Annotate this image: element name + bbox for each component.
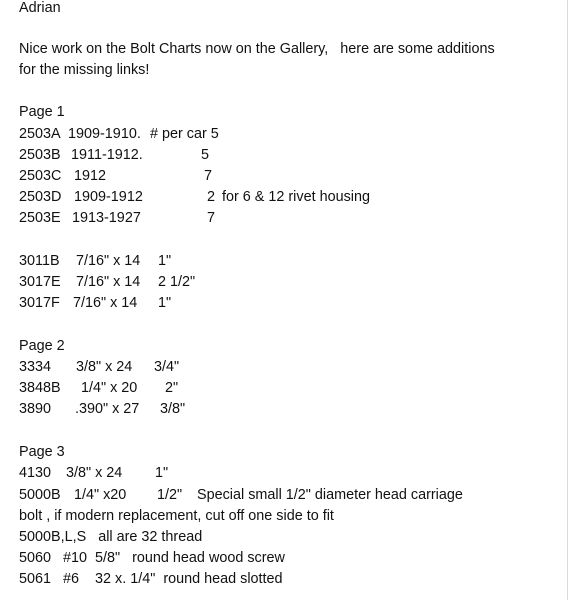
part-number: 3848B <box>19 380 61 396</box>
part-number: 5000B <box>19 487 61 503</box>
thread-size: 7/16" x 14 <box>76 274 141 290</box>
screw-line-5061: 5061 #6 32 x. 1/4" round head slotted <box>19 571 283 587</box>
part-number: 3334 <box>19 359 52 375</box>
quantity: 5 <box>201 147 210 163</box>
page-1-heading: Page 1 <box>19 104 65 120</box>
intro-line-1: Nice work on the Bolt Charts now on the Gallery, here are some additions <box>19 41 495 57</box>
part-number: 2503C <box>19 168 62 184</box>
years: 1913-1927 <box>72 210 141 226</box>
years: 1909-1910. <box>68 126 141 142</box>
thread-size: 1/4" x 20 <box>81 380 138 396</box>
thread-size: 3/8" x 24 <box>66 465 123 481</box>
page-3-heading: Page 3 <box>19 444 65 460</box>
screw-line-5060: 5060 #10 5/8" round head wood screw <box>19 550 285 566</box>
quantity: 7 <box>207 210 216 226</box>
thread-note-line: 5000B,L,S all are 32 thread <box>19 529 203 545</box>
length: 2 1/2" <box>158 274 196 290</box>
window-edge <box>567 0 568 600</box>
intro-line-2: for the missing links! <box>19 62 150 78</box>
length: 2" <box>165 380 179 396</box>
years: 1909-1912 <box>74 189 143 205</box>
note: for 6 & 12 rivet housing <box>222 189 370 205</box>
part-number: 2503E <box>19 210 61 226</box>
thread-size: 7/16" x 14 <box>73 295 138 311</box>
part-number: 2503B <box>19 147 61 163</box>
part-number: 3890 <box>19 401 52 417</box>
part-number: 2503A <box>19 126 61 142</box>
part-number: 4130 <box>19 465 52 481</box>
note: # per car 5 <box>150 126 219 142</box>
page-2-heading: Page 2 <box>19 338 65 354</box>
length: 3/8" <box>160 401 186 417</box>
quantity: 2 <box>207 189 216 205</box>
length: 1/2" <box>157 487 183 503</box>
years: 1911-1912. <box>71 147 143 163</box>
quantity: 7 <box>204 168 213 184</box>
length: 1" <box>155 465 169 481</box>
length: 1" <box>158 253 172 269</box>
thread-size: 7/16" x 14 <box>76 253 141 269</box>
thread-size: 1/4" x20 <box>74 487 127 503</box>
length: 1" <box>158 295 172 311</box>
note: Special small 1/2" diameter head carriage <box>197 487 463 503</box>
part-number: 3011B <box>19 253 60 269</box>
continuation-line: bolt , if modern replacement, cut off one side to fit <box>19 508 334 524</box>
part-number: 3017F <box>19 295 60 311</box>
part-number: 3017E <box>19 274 61 290</box>
years: 1912 <box>74 168 107 184</box>
length: 3/4" <box>154 359 180 375</box>
greeting: Adrian <box>19 0 61 16</box>
part-number: 2503D <box>19 189 62 205</box>
thread-size: 3/8" x 24 <box>76 359 133 375</box>
thread-size: .390" x 27 <box>75 401 140 417</box>
